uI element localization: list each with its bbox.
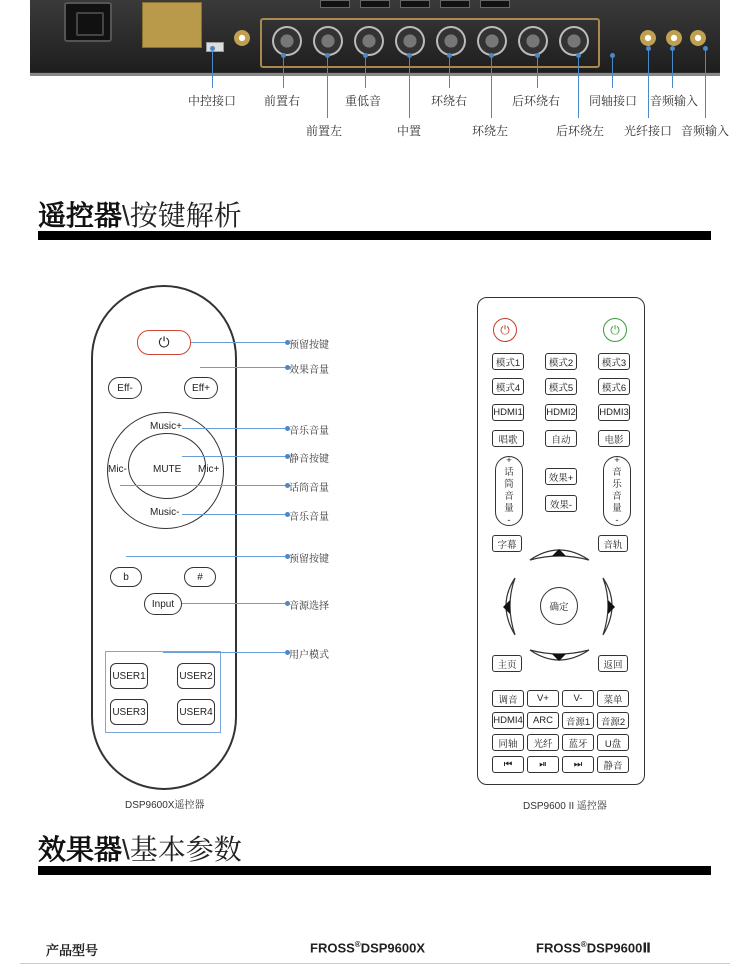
callout-mute-key: 静音按键 [289, 454, 329, 465]
registered-mark: ® [580, 940, 587, 949]
callout-line [191, 342, 287, 343]
mode6-button[interactable]: 模式6 [598, 378, 630, 395]
port-pointer [365, 55, 366, 88]
port-label-control: 中控接口 [188, 94, 237, 108]
xlr-connector [272, 26, 302, 56]
xlr-output-plate [260, 18, 600, 68]
mute-button-ii[interactable]: 静音 [597, 756, 629, 773]
callout-line [200, 367, 287, 368]
remote-x-caption: DSP9600X遥控器 [125, 800, 205, 811]
music-plus-button[interactable]: Music+ [150, 421, 182, 432]
section-title-separator: \ [122, 834, 130, 865]
effect-minus-button[interactable]: 效果- [545, 495, 577, 512]
hdmi-slot [480, 0, 510, 8]
xlr-connector [559, 26, 589, 56]
usb-port [206, 42, 224, 52]
spec-plate [142, 2, 202, 48]
xlr-connector [518, 26, 548, 56]
port-label-rear-surround-left: 后环绕左 [556, 124, 605, 138]
callout-user-mode: 用户模式 [289, 650, 329, 661]
mic-volume-rocker[interactable] [495, 456, 523, 526]
vol-minus-button[interactable]: V- [562, 690, 594, 707]
hdmi2-button[interactable]: HDMI2 [545, 404, 577, 421]
audio-track-button[interactable]: 音轨 [598, 535, 628, 552]
hdmi-slot [440, 0, 470, 8]
music-vol-char: + [614, 455, 620, 466]
hdmi3-button[interactable]: HDMI3 [598, 404, 630, 421]
power-icon: ⏻ [610, 322, 620, 337]
port-label-rear-surround-right: 后环绕右 [512, 94, 561, 108]
input-button[interactable]: Input [144, 593, 182, 615]
mode5-button[interactable]: 模式5 [545, 378, 577, 395]
hdmi-slot [320, 0, 350, 8]
callout-line [120, 485, 287, 486]
xlr-connector [395, 26, 425, 56]
power-button[interactable] [137, 330, 191, 355]
rca-jack [640, 30, 656, 46]
device-rear-panel-photo [30, 0, 720, 76]
port-label-audio-in: 音频输入 [650, 94, 699, 108]
callout-reserved-key: 预留按键 [289, 340, 329, 351]
port-label-audio-in-2: 音频输入 [681, 124, 730, 138]
section-title-separator: \ [122, 200, 130, 231]
spec-model-ii [536, 940, 651, 956]
effect-plus-button[interactable]: 效果+ [545, 468, 577, 485]
power-button-red[interactable] [493, 318, 517, 342]
mic-vol-char: 话 [504, 467, 514, 478]
port-pointer [672, 48, 673, 88]
port-pointer [578, 55, 579, 118]
ok-button[interactable]: 确定 [540, 587, 578, 625]
hdmi-slot [360, 0, 390, 8]
mic-vol-char: 量 [504, 503, 514, 514]
movie-button[interactable]: 电影 [598, 430, 630, 447]
callout-reserved-key-2: 预留按键 [289, 554, 329, 565]
port-label-front-left: 前置左 [306, 124, 343, 138]
section-title-rest: 按键解析 [129, 200, 242, 231]
callout-line [182, 456, 287, 457]
port-pointer [327, 55, 328, 118]
brand: FROSS [310, 940, 355, 956]
vol-plus-button[interactable]: V+ [527, 690, 559, 707]
callout-line [182, 514, 287, 515]
section-title-bold: 遥控器 [38, 200, 123, 231]
callout-line [182, 428, 287, 429]
mode1-button[interactable]: 模式1 [492, 353, 524, 370]
callout-line [163, 652, 287, 653]
mic-vol-char: 筒 [504, 479, 514, 490]
music-vol-char: 音 [612, 467, 622, 478]
rca-jack [666, 30, 682, 46]
usb-button[interactable]: U盘 [597, 734, 629, 751]
power-icon: ⏻ [158, 334, 170, 350]
port-pointer [491, 55, 492, 118]
port-label-subwoofer: 重低音 [345, 94, 382, 108]
mode3-button[interactable]: 模式3 [598, 353, 630, 370]
port-pointer [283, 55, 284, 88]
source1-button[interactable]: 音源1 [562, 712, 594, 729]
hdmi4-button[interactable]: HDMI4 [492, 712, 524, 729]
callout-line [126, 556, 287, 557]
callout-line [182, 603, 287, 604]
music-vol-char: - [615, 515, 619, 526]
port-label-optical: 光纤接口 [624, 124, 673, 138]
port-label-surround-left: 环绕左 [472, 124, 509, 138]
user2-button[interactable]: USER2 [177, 663, 215, 689]
spec-label-model: 产品型号 [46, 943, 99, 958]
music-minus-button[interactable]: Music- [150, 507, 180, 518]
section-title-rest: 基本参数 [129, 834, 242, 865]
port-pointer [537, 55, 538, 88]
previous-track-icon[interactable]: ⏮ [492, 756, 524, 773]
optical-button[interactable]: 光纤 [527, 734, 559, 751]
port-label-surround-right: 环绕右 [431, 94, 468, 108]
power-button-green[interactable] [603, 318, 627, 342]
rca-jack [234, 30, 250, 46]
port-label-center: 中置 [397, 124, 422, 138]
mode4-button[interactable]: 模式4 [492, 378, 524, 395]
tune-button[interactable]: 调音 [492, 690, 524, 707]
section-bar [38, 866, 711, 875]
xlr-connector [436, 26, 466, 56]
model-code: DSP9600Ⅱ [586, 940, 651, 956]
mode2-button[interactable]: 模式2 [545, 353, 577, 370]
port-pointer [612, 55, 613, 88]
mic-minus-button[interactable]: Mic- [108, 464, 127, 475]
model-code: DSP9600X [360, 940, 426, 956]
registered-mark: ® [354, 940, 361, 949]
port-label-front-right: 前置右 [264, 94, 301, 108]
xlr-connector [313, 26, 343, 56]
next-track-icon[interactable]: ⏭ [562, 756, 594, 773]
port-label-coaxial: 同轴接口 [589, 94, 638, 108]
rca-jack [690, 30, 706, 46]
callout-mic-volume: 话筒音量 [289, 483, 329, 494]
section-title-effects [38, 828, 242, 868]
mic-vol-char: 音 [504, 491, 514, 502]
menu-button[interactable]: 菜单 [597, 690, 629, 707]
port-pointer [449, 55, 450, 88]
spec-table-row [20, 932, 730, 964]
music-vol-char: 音 [612, 491, 622, 502]
coaxial-button[interactable]: 同轴 [492, 734, 524, 751]
xlr-connector [477, 26, 507, 56]
music-vol-char: 乐 [612, 479, 622, 490]
sing-button[interactable]: 唱歌 [492, 430, 524, 447]
xlr-connector [354, 26, 384, 56]
source2-button[interactable]: 音源2 [597, 712, 629, 729]
hdmi-slot [400, 0, 430, 8]
flat-button[interactable]: b [110, 567, 142, 587]
power-socket [64, 2, 112, 42]
back-button[interactable]: 返回 [598, 655, 628, 672]
port-pointer [212, 48, 213, 88]
mic-vol-char: + [506, 455, 512, 466]
hash-button[interactable]: # [184, 567, 216, 587]
user4-button[interactable]: USER4 [177, 699, 215, 725]
port-pointer [705, 48, 706, 118]
callout-source-select: 音源选择 [289, 601, 329, 612]
port-pointer [409, 55, 410, 118]
arc-button[interactable]: ARC [527, 712, 559, 729]
user3-button[interactable]: USER3 [110, 699, 148, 725]
mic-vol-char: - [507, 515, 511, 526]
brand: FROSS [536, 940, 581, 956]
mute-label: MUTE [153, 464, 182, 475]
callout-effect-volume: 效果音量 [289, 365, 329, 376]
power-icon: ⏻ [500, 322, 510, 337]
section-title-remote [38, 194, 242, 234]
home-button[interactable]: 主页 [492, 655, 522, 672]
remote-ii-caption: DSP9600 II 遥控器 [523, 801, 607, 812]
section-title-bold: 效果器 [38, 834, 123, 865]
callout-music-volume-2: 音乐音量 [289, 512, 329, 523]
callout-music-volume: 音乐音量 [289, 426, 329, 437]
eff-plus-button[interactable]: Eff+ [184, 377, 218, 399]
port-pointer [648, 48, 649, 118]
eff-minus-button[interactable]: Eff- [108, 377, 142, 399]
user1-button[interactable]: USER1 [110, 663, 148, 689]
spec-model-x [310, 940, 425, 955]
subtitle-button[interactable]: 字幕 [492, 535, 522, 552]
play-pause-icon[interactable]: ⏯ [527, 756, 559, 773]
music-volume-rocker[interactable] [603, 456, 631, 526]
mic-plus-button[interactable]: Mic+ [198, 464, 220, 475]
auto-button[interactable]: 自动 [545, 430, 577, 447]
section-bar [38, 231, 711, 240]
hdmi1-button[interactable]: HDMI1 [492, 404, 524, 421]
bluetooth-button[interactable]: 蓝牙 [562, 734, 594, 751]
music-vol-char: 量 [612, 503, 622, 514]
